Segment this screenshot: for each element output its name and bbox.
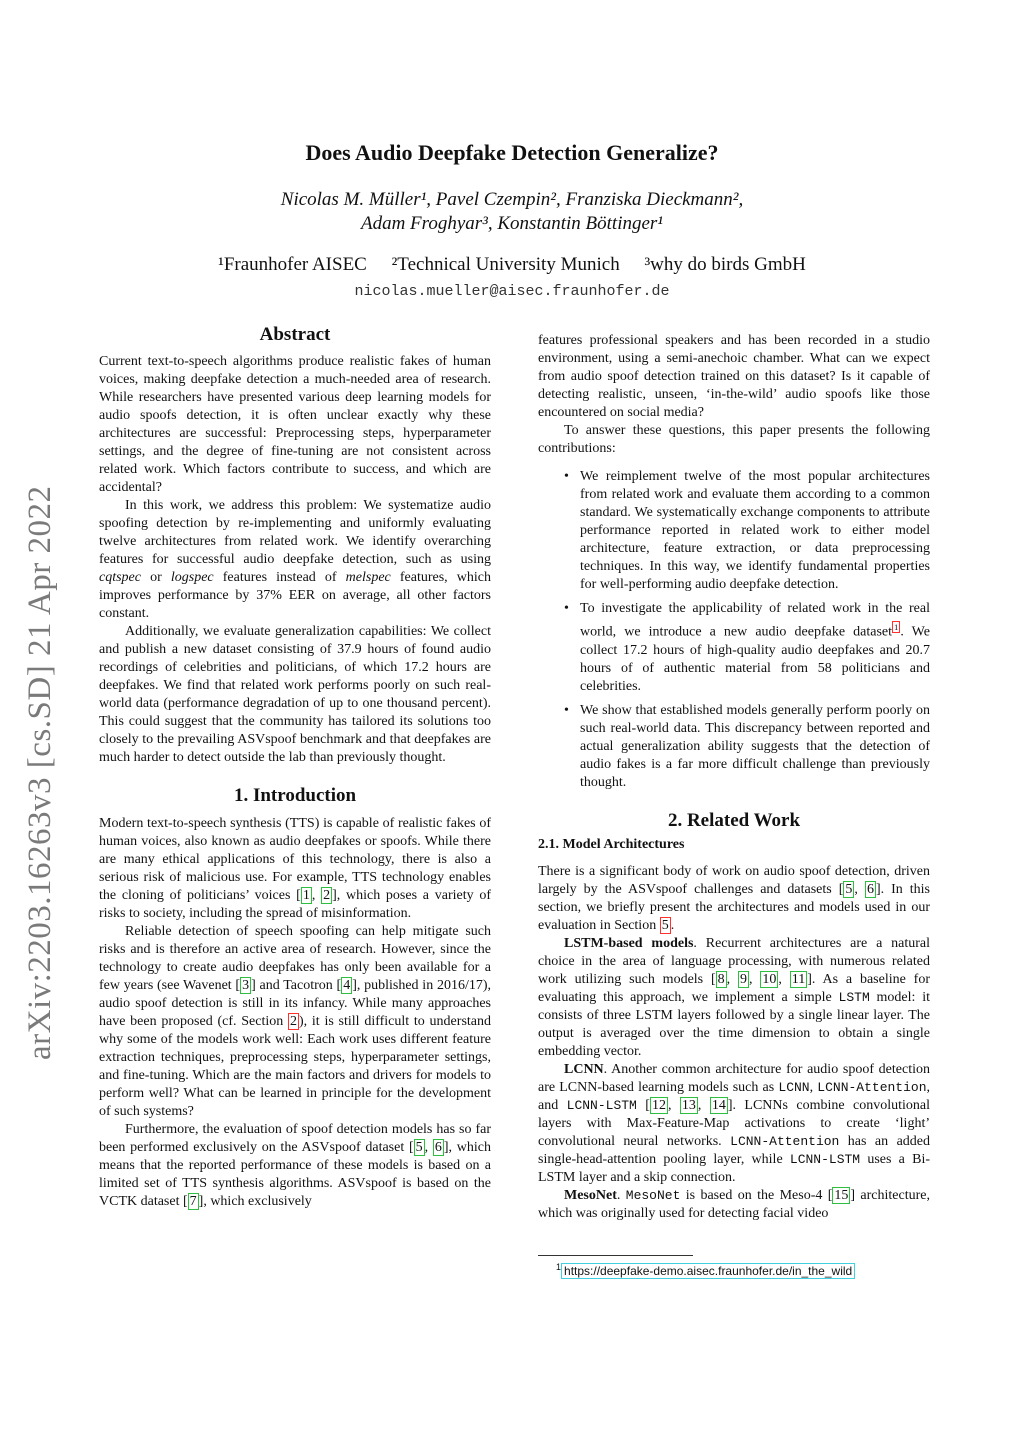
affiliation-1: ¹Fraunhofer AISEC bbox=[218, 254, 367, 275]
list-item: • We reimplement twelve of the most popular architectures from related work and evaluate them according to a common standard. We systematically exchange components to attribute performance reported in related work to either model architecture, feature extraction, or data preprocessing techniques. In this way, we identify fundamental properties for well-performing audio deepfake detection. bbox=[564, 469, 930, 592]
dataset-url-link[interactable]: https://deepfake-demo.aisec.fraunhofer.de/in_the_wild bbox=[561, 1263, 855, 1279]
abstract-paragraph-3: Additionally, we evaluate generalization capabilities: We collect and publish a new dataset consisting of 37.9 hours of found audio recordings of celebrities and politicians, of which 17.2 hours are deepfakes. We find that related work performs poorly on such real-world data (performance degradation of up to one thousand percent). This could suggest that the community has tailored its solutions too closely to the prevailing ASVspoof benchmark and that deepfakes are much harder to detect outside the lab than previously thought. bbox=[99, 624, 491, 765]
citation-link[interactable]: 15 bbox=[834, 1187, 849, 1203]
contact-email: nicolas.mueller@aisec.fraunhofer.de bbox=[354, 283, 670, 300]
citation-link[interactable]: 12 bbox=[651, 1097, 666, 1113]
citation-link[interactable]: 6 bbox=[866, 881, 874, 897]
affiliation-2: ²Technical University Munich bbox=[391, 254, 620, 275]
citation-link[interactable]: 11 bbox=[791, 971, 806, 987]
footnote-mark: 1 bbox=[556, 1262, 562, 1272]
citation-link[interactable]: 7 bbox=[189, 1194, 197, 1209]
related-work-paragraph: There is a significant body of work on audio spoof detection, driven largely by the ASVspoof challenges and datasets [ 5 , 6 ]. In this section, we briefly present the architectures and models used in our evaluation in Section 5 . bbox=[538, 863, 931, 933]
abstract-heading: Abstract bbox=[259, 324, 331, 345]
related-work-heading: 2. Related Work bbox=[667, 809, 801, 831]
footnote-link[interactable]: 1 bbox=[894, 622, 899, 632]
lcnn-paragraph: LCNN. Another common architecture for audio spoof detection are LCNN-based learning models such as LCNN, LCNN-Attention, and LCNN-LSTM [ 12 , 13 , 14 ]. LCNNs combine convolutional layers with Max-Feature-Map activations to create ‘light’ convolutional neural networks. LCNN-Attention has an added single-head-attention pooling layer, while LCNN-LSTM uses a Bi-LSTM layer and a skip connection. bbox=[538, 1061, 931, 1185]
contributions-list bbox=[538, 468, 930, 792]
intro-paragraph-1: Modern text-to-speech synthesis (TTS) is capable of realistic fakes of human voices, also known as audio deepfakes or spoofs. While there are many ethical applications of this technology, there is also a serious risk of malicious use. For example, TTS technology enables the cloning of politicians’ voices [ 1 , 2 ], which poses a variety of risks to society, including the spread of misinformation. bbox=[99, 816, 492, 921]
affiliation-3: ³why do birds GmbH bbox=[644, 254, 806, 275]
bullet-icon: • bbox=[564, 601, 569, 616]
author-line-1: Nicolas M. Müller¹, Pavel Czempin², Franziska Dieckmann², bbox=[280, 189, 744, 210]
citation-link[interactable]: 5 bbox=[845, 881, 853, 897]
author-line-2: Adam Froghyar³, Konstantin Böttinger¹ bbox=[360, 213, 663, 234]
mesonet-paragraph: MesoNet. MesoNet is based on the Meso-4 [ 15 ] architecture, which was originally used for detecting facial video bbox=[538, 1187, 930, 1221]
abstract-paragraph-1: Current text-to-speech algorithms produce realistic fakes of human voices, making deepfake detection a much-needed area of research. While researchers have presented various deep learning models for audio spoofs detection, it is often unclear exactly why these architectures are successful: Preprocessing steps, hyperparameter settings, and the degree of fine-tuning are not consistent across related work. Which factors contribute to success, and which are accidental? bbox=[99, 354, 491, 495]
citation-link[interactable]: 5 bbox=[415, 1140, 423, 1155]
citation-link[interactable]: 3 bbox=[242, 978, 250, 993]
introduction-heading: 1. Introduction bbox=[233, 785, 357, 806]
citation-link[interactable]: 1 bbox=[302, 888, 310, 903]
list-item: • To investigate the applicability of related work in the real world, we introduce a new audio deepfake dataset $^1$ . We collect 17.2 hours of high-quality audio deepfakes and 20.7 hours of of authentic material from 58 politicians and celebrities. bbox=[564, 601, 930, 694]
author-list bbox=[0, 188, 1024, 236]
intro-paragraph-2: Reliable detection of speech spoofing can help mitigate such risks and is therefore an active area of research. However, since the technology to create audio deepfakes has only been available for a few years (see Wavenet [ 3 ] and Tacotron [ 4 ], published in 2016/17), audio spoof detection is still in its infancy. While many approaches have been proposed (cf. Section 2 ), it is still difficult to understand why some of the models work well: Each work uses different feature extraction techniques, preprocessing steps, hyperparameter settings, and fine-tuning. Which are the main factors and drivers for models to perform well? What can be learned in principle for the development of such systems? bbox=[99, 924, 491, 1119]
citation-link[interactable]: 9 bbox=[740, 971, 747, 987]
footnote bbox=[556, 1262, 855, 1278]
citation-link[interactable]: 14 bbox=[711, 1097, 726, 1113]
intro-paragraph-3: Furthermore, the evaluation of spoof detection models has so far been performed exclusively on the ASVspoof dataset [ 5 , 6 ], which means that the reported performance of these models is based on a limited set of TTS synthesis algorithms. ASVspoof is based on the VCTK dataset [ 7 ], which exclusively bbox=[99, 1122, 491, 1209]
bullet-icon: • bbox=[564, 702, 569, 718]
citation-link[interactable]: 13 bbox=[681, 1097, 696, 1113]
contributions-intro: To answer these questions, this paper presents the following contributions: bbox=[538, 423, 930, 456]
citation-link[interactable]: 10 bbox=[762, 971, 777, 987]
abstract-paragraph-2: In this work, we address this problem: We systematize audio spoofing detection by re-implementing and uniformly evaluating twelve architectures from related work. We identify overarching features for successful audio deepfake detection, such as using cqtspec or logspec features instead of melspec features, which improves performance by 37% EER on average, all other factors constant. bbox=[99, 498, 491, 621]
citation-link[interactable]: 8 bbox=[717, 971, 725, 987]
intro-paragraph-continued: features professional speakers and has been recorded in a studio environment, using a semi-anechoic chamber. What can we expect from audio spoof detection trained on this dataset? Is it capable of detecting realistic, unseen, ‘in-the-wild’ audio spoofs like those encountered on social media? bbox=[538, 333, 930, 420]
citation-link[interactable]: 4 bbox=[343, 978, 351, 993]
section-reference-link[interactable]: 2 bbox=[290, 1014, 297, 1029]
section-reference-link[interactable]: 5 bbox=[661, 917, 669, 933]
bullet-icon: • bbox=[564, 469, 569, 484]
list-item: • We show that established models generally perform poorly on such real-world data. This discrepancy between reported and actual generalization ability suggests that the detection of audio fakes is a far more difficult challenge than previously thought. bbox=[564, 702, 930, 790]
arxiv-identifier-stamp: arXiv:2203.16263v3 [cs.SD] 21 Apr 2022 bbox=[22, 485, 58, 1060]
left-column bbox=[99, 326, 491, 1211]
right-column bbox=[538, 332, 930, 1223]
footnote-divider bbox=[538, 1255, 693, 1256]
model-architectures-subheading: 2.1. Model Architectures bbox=[538, 836, 685, 852]
citation-link[interactable]: 6 bbox=[434, 1140, 442, 1155]
lstm-paragraph: LSTM-based models. Recurrent architectures are a natural choice in the area of language processing, with numerous related work utilizing such models [ 8 , 9 , 10 , 11 ]. As a baseline for evaluating this approach, we implement a simple LSTM model: it consists of three LSTM layers followed by a single linear layer. The output is averaged over the time dimension to obtain a single embedding vector. bbox=[538, 935, 930, 1059]
affiliations bbox=[0, 254, 1024, 276]
paper-title: Does Audio Deepfake Detection Generalize? bbox=[305, 140, 719, 165]
citation-link[interactable]: 2 bbox=[323, 888, 331, 903]
